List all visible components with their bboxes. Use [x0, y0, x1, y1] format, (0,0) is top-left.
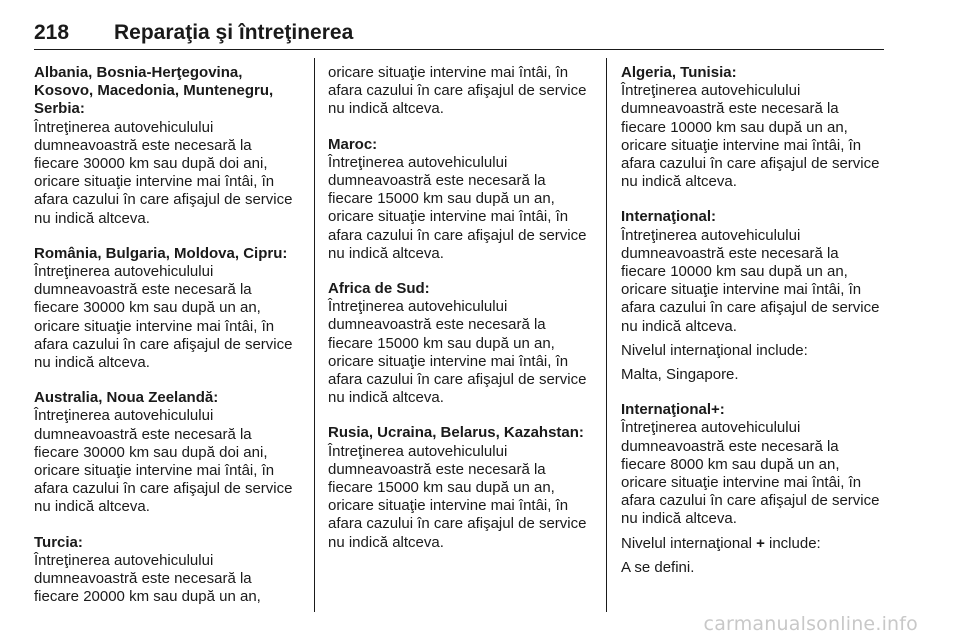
- section-text: Întreţinerea autovehiculului dumneavoastră este necesară la fiecare 30000 km sau după un an, oricare situaţie intervine mai întâi, în afara cazului în care afişajul de service nu indică altceva.: [34, 263, 293, 372]
- section-international-plus: [621, 401, 887, 577]
- section-romania: [34, 245, 300, 372]
- column-2: [328, 64, 594, 569]
- column-divider-1: [314, 58, 315, 612]
- page-header: [34, 21, 884, 47]
- section-heading: România, Bulgaria, Moldova, Cipru:: [34, 244, 288, 262]
- section-text: Întreţinerea autovehiculului dumneavoastră este necesară la fiecare 10000 km sau după un an, oricare situaţie intervine mai întâi, în afara cazului în care afişajul de service nu indică altceva.: [621, 226, 880, 335]
- note-suffix: include:: [764, 534, 821, 552]
- section-text: A se defini.: [621, 558, 695, 576]
- section-australia: [34, 389, 300, 516]
- section-heading: Internaţional:: [621, 208, 717, 226]
- section-text: oricare situaţie intervine mai întâi, în afara cazului în care afişajul de service nu indică altceva.: [328, 64, 587, 118]
- section-heading: Rusia, Ucraina, Belarus, Kazahstan:: [328, 424, 584, 442]
- plus-symbol: +: [756, 534, 765, 552]
- section-text: Nivelul internaţional include:: [621, 341, 808, 359]
- section-heading: Albania, Bosnia-Herţegovina, Kosovo, Macedonia, Muntenegru, Serbia:: [34, 64, 274, 118]
- section-heading: Internaţional+:: [621, 401, 725, 419]
- section-international: [621, 208, 887, 384]
- section-turcia: [34, 534, 300, 607]
- section-rusia: [328, 424, 594, 551]
- section-text: Întreţinerea autovehiculului dumneavoastră este necesară la fiecare 30000 km sau după doi ani, oricare situaţie intervine mai întâi, în afara cazului în care afişajul de service nu indică altceva.: [34, 118, 293, 227]
- section-albania: [34, 64, 300, 228]
- section-text: Malta, Singapore.: [621, 366, 739, 384]
- page-number: 218: [34, 21, 70, 44]
- column-3: [621, 64, 887, 594]
- page-title: Reparaţia şi întreţinerea: [114, 21, 354, 44]
- section-heading: Maroc:: [328, 135, 378, 153]
- section-heading: Turcia:: [34, 533, 83, 551]
- section-text: Întreţinerea autovehiculului dumneavoastră este necesară la fiecare 20000 km sau după un an,: [34, 551, 261, 606]
- section-maroc: [328, 136, 594, 263]
- international-plus-note: [621, 535, 887, 553]
- column-divider-2: [606, 58, 607, 612]
- column-1: [34, 64, 300, 623]
- header-rule: [34, 49, 884, 50]
- section-text: Întreţinerea autovehiculului dumneavoastră este necesară la fiecare 15000 km sau după un an, oricare situaţie intervine mai întâi, în afara cazului în care afişajul de service nu indică altceva.: [328, 153, 587, 262]
- section-heading: Algeria, Tunisia:: [621, 64, 737, 81]
- section-text: Întreţinerea autovehiculului dumneavoastră este necesară la fiecare 15000 km sau după un an, oricare situaţie intervine mai întâi, în afara cazului în care afişajul de service nu indică altceva.: [328, 298, 587, 407]
- section-text: Întreţinerea autovehiculului dumneavoastră este necesară la fiecare 30000 km sau după doi ani, oricare situaţie intervine mai întâi, în afara cazului în care afişajul de service nu indică altceva.: [34, 407, 293, 516]
- section-text: Întreţinerea autovehiculului dumneavoastră este necesară la fiecare 10000 km sau după un an, oricare situaţie intervine mai întâi, în afara cazului în care afişajul de service nu indică altceva.: [621, 82, 880, 191]
- section-turcia-continued: [328, 64, 594, 119]
- section-algeria: [621, 64, 887, 191]
- section-text: Întreţinerea autovehiculului dumneavoastră este necesară la fiecare 15000 km sau după un an, oricare situaţie intervine mai întâi, în afara cazului în care afişajul de service nu indică altceva.: [328, 442, 587, 551]
- section-africa-de-sud: [328, 280, 594, 407]
- section-heading: Africa de Sud:: [328, 280, 430, 298]
- section-heading: Australia, Noua Zeelandă:: [34, 389, 219, 407]
- section-text: Întreţinerea autovehiculului dumneavoastră este necesară la fiecare 8000 km sau după un an, oricare situaţie intervine mai întâi, în afara cazului în care afişajul de service nu indică altceva.: [621, 419, 880, 528]
- note-prefix: Nivelul internaţional: [621, 534, 757, 552]
- watermark: carmanualsonline.info: [703, 613, 918, 635]
